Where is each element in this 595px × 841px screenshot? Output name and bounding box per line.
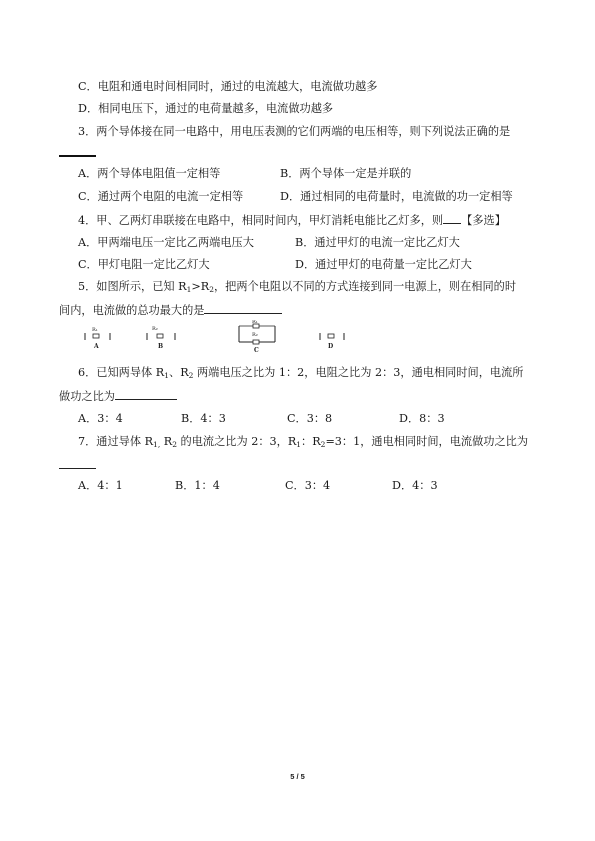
q3-option-b: B．两个导体一定是并联的 bbox=[280, 167, 412, 180]
q7-option-c: C．3：4 bbox=[285, 479, 331, 492]
q2-option-c: C．电阻和通电时间相同时，通过的电流越大，电流做功越多 bbox=[78, 80, 378, 93]
circuit-label-d: D bbox=[328, 343, 334, 350]
circuit-d bbox=[316, 324, 350, 350]
q7-option-a: A．4：1 bbox=[78, 479, 123, 492]
circuit-c bbox=[235, 320, 279, 354]
multi-choice-tag: 【多选】 bbox=[461, 214, 506, 227]
answer-blank-q4 bbox=[443, 213, 461, 224]
q6-option-c: C．3：8 bbox=[287, 412, 333, 425]
page-number: 5 / 5 bbox=[290, 772, 305, 781]
r2-label-b: R₂ bbox=[152, 326, 158, 332]
circuit-b bbox=[145, 324, 179, 350]
q4-option-a: A．甲两端电压一定比乙两端电压大 bbox=[78, 236, 254, 249]
question-5-line2: 间内，电流做的总功最大的是 bbox=[59, 303, 282, 318]
q4-option-b: B．通过甲灯的电流一定比乙灯大 bbox=[295, 236, 460, 249]
circuit-label-b: B bbox=[158, 343, 164, 350]
answer-blank-q5 bbox=[204, 303, 282, 314]
question-5-stem: 5．如图所示，已知 $R_1>R_2$，把两个电阻以不同的方式连接到同一电源上，则在相同的时 bbox=[78, 280, 517, 294]
q6-option-d: D．8：3 bbox=[399, 412, 445, 425]
q6-option-b: B．4：3 bbox=[181, 412, 226, 425]
question-6-stem: 6．已知两导体 $R_1$、$R_2$ 两端电压之比为 1：2，电阻之比为 2：3，通电相同时间，电流所 bbox=[78, 366, 524, 380]
question-7-stem: 7．通过导体 $R_{1,}$ $R_2$ 的电流之比为 2：3，$R_1$：$R_2=3$：1，通电相同时间，电流做功之比为 bbox=[78, 435, 529, 449]
q3-option-d: D．通过相同的电荷量时，电流做的功一定相等 bbox=[280, 190, 513, 203]
q7-option-b: B．1：4 bbox=[175, 479, 220, 492]
r1-label-c: R₁ bbox=[252, 320, 258, 325]
q2-option-d: D．相同电压下，通过的电荷量越多，电流做功越多 bbox=[78, 102, 334, 115]
answer-blank-q7 bbox=[59, 458, 96, 469]
circuit-a bbox=[83, 324, 113, 350]
circuit-label-c: C bbox=[254, 347, 259, 354]
r1-label-a: R₁ bbox=[92, 327, 98, 333]
q3-option-a: A．两个导体电阻值一定相等 bbox=[78, 167, 221, 180]
q7-option-d: D．4：3 bbox=[392, 479, 438, 492]
question-3-stem: 3．两个导体接在同一电路中，用电压表测的它们两端的电压相等，则下列说法正确的是 bbox=[78, 125, 511, 138]
r2-label-c: R₂ bbox=[252, 332, 258, 338]
question-4-stem bbox=[78, 213, 506, 228]
q6-option-a: A．3：4 bbox=[78, 412, 123, 425]
q3-option-c: C．通过两个电阻的电流一定相等 bbox=[78, 190, 244, 203]
circuit-label-a: A bbox=[94, 343, 99, 350]
question-6-line2: 做功之比为 bbox=[59, 389, 177, 404]
q4-text: 4．甲、乙两灯串联接在电路中，相同时间内，甲灯消耗电能比乙灯多，则 bbox=[78, 214, 444, 227]
answer-blank-q6 bbox=[115, 389, 177, 400]
answer-blank-q3 bbox=[59, 155, 96, 157]
q4-option-d: D．通过甲灯的电荷量一定比乙灯大 bbox=[295, 258, 472, 271]
question-7-line2 bbox=[59, 458, 96, 473]
q4-option-c: C．甲灯电阻一定比乙灯大 bbox=[78, 258, 210, 271]
